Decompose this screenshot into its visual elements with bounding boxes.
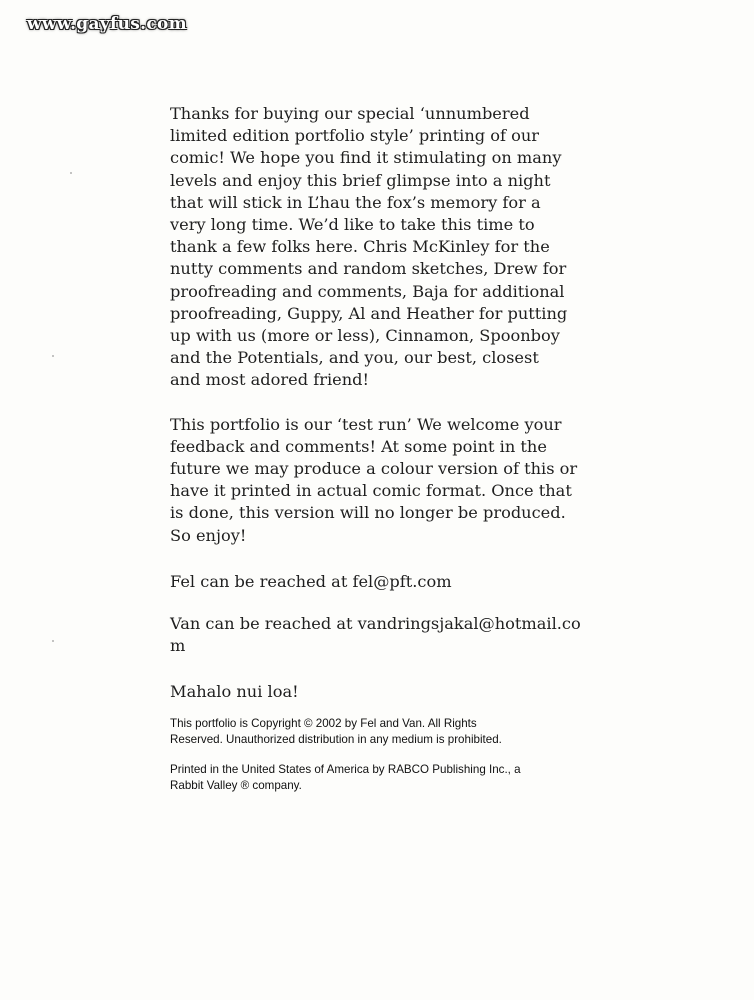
copyright-notice bbox=[170, 716, 570, 748]
paper-speck bbox=[52, 640, 54, 642]
text-line: and the Potentials, and you, our best, closest bbox=[170, 348, 539, 368]
text-line: Fel can be reached at fel@pft.com bbox=[170, 571, 452, 591]
text-line: that will stick in L’hau the fox’s memory for a bbox=[170, 192, 541, 212]
text-line: proofreading and comments, Baja for additional bbox=[170, 281, 565, 301]
text-line: Reserved. Unauthorized distribution in any medium is prohibited. bbox=[170, 732, 502, 746]
printer-notice bbox=[170, 762, 570, 794]
text-line: future we may produce a colour version of this or bbox=[170, 459, 578, 479]
text-line: is done, this version will no longer be produced. bbox=[170, 503, 566, 523]
van-contact bbox=[170, 613, 581, 657]
text-line: have it printed in actual comic format. Once that bbox=[170, 481, 572, 501]
text-line: proofreading, Guppy, Al and Heather for putting bbox=[170, 303, 568, 323]
closing-line bbox=[170, 681, 570, 703]
fel-contact bbox=[170, 571, 570, 593]
text-line: Thanks for buying our special ‘unnumbered bbox=[170, 104, 530, 123]
text-line: Printed in the United States of America by RABCO Publishing Inc., a bbox=[170, 762, 521, 776]
text-line: m bbox=[170, 636, 186, 656]
text-line: and most adored friend! bbox=[170, 370, 370, 390]
text-line: thank a few folks here. Chris McKinley for the bbox=[170, 237, 550, 257]
document-page bbox=[170, 103, 581, 794]
thanks-paragraph bbox=[170, 103, 570, 392]
text-line: So enjoy! bbox=[170, 525, 247, 545]
paper-speck bbox=[52, 355, 54, 357]
text-line: Rabbit Valley ® company. bbox=[170, 778, 302, 792]
text-line: This portfolio is our ‘test run’ We welcome your bbox=[170, 414, 562, 434]
test-run-paragraph bbox=[170, 414, 578, 547]
text-line: up with us (more or less), Cinnamon, Spoonboy bbox=[170, 326, 560, 346]
text-line: nutty comments and random sketches, Drew for bbox=[170, 259, 567, 279]
text-line: feedback and comments! At some point in the bbox=[170, 436, 547, 456]
text-line: Van can be reached at vandringsjakal@hotmail.co bbox=[170, 614, 581, 634]
paper-speck bbox=[70, 172, 72, 174]
text-line: very long time. We’d like to take this time to bbox=[170, 215, 535, 235]
text-line: limited edition portfolio style’ printing of our bbox=[170, 126, 540, 146]
text-line: This portfolio is Copyright © 2002 by Fel and Van. All Rights bbox=[170, 716, 477, 730]
text-line: comic! We hope you find it stimulating on many bbox=[170, 148, 562, 168]
text-line: levels and enjoy this brief glimpse into a night bbox=[170, 170, 551, 190]
watermark: www.gayfus.com bbox=[27, 14, 187, 34]
text-line: Mahalo nui loa! bbox=[170, 682, 299, 702]
